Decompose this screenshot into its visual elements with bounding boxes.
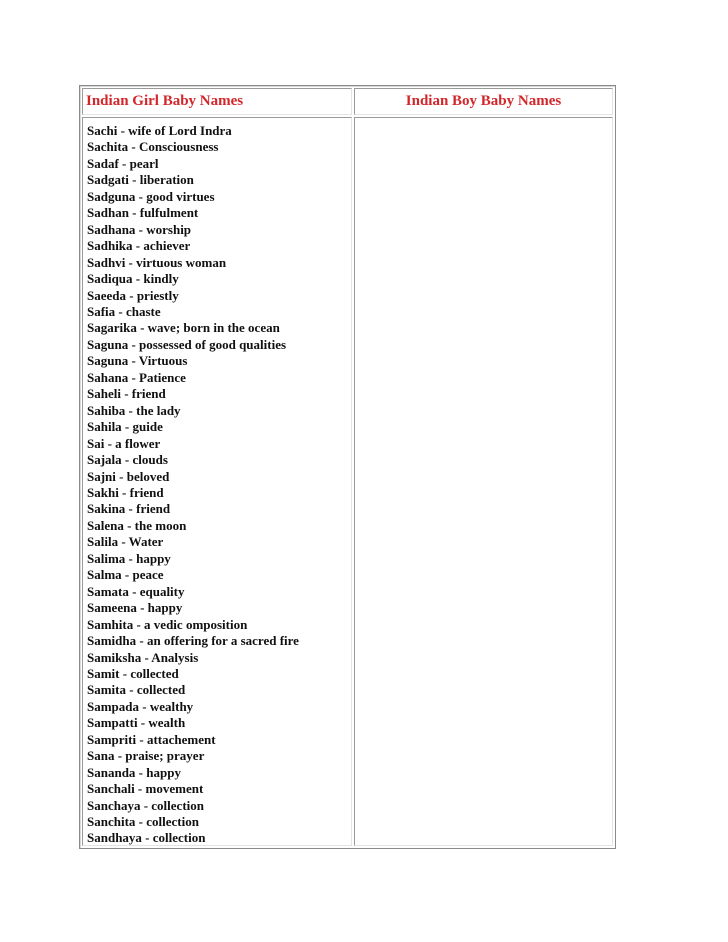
name-entry: Salma - peace — [87, 567, 164, 583]
girl-names-cell — [82, 117, 352, 846]
name-entry: Saguna - Virtuous — [87, 353, 188, 369]
name-entry: Sajni - beloved — [87, 468, 170, 484]
name-entry: Sadhana - worship — [87, 221, 192, 237]
name-entry: Sakina - friend — [87, 501, 171, 517]
name-entry: Samata - equality — [87, 583, 185, 599]
name-entry: Saeeda - priestly — [87, 287, 179, 303]
name-entry: Sana - praise; prayer — [87, 748, 205, 764]
name-entry: Samiksha - Analysis — [87, 649, 199, 665]
name-entry: Sadhvi - virtuous woman — [87, 254, 227, 270]
name-entry: Salila - Water — [87, 534, 164, 550]
boy-names-cell — [354, 117, 613, 846]
name-entry: Salima - happy — [87, 550, 171, 566]
name-entry: Sampriti - attachement — [87, 731, 216, 747]
name-entry: Sagarika - wave; born in the ocean — [87, 320, 280, 336]
name-entry: Sadhan - fulfulment — [87, 205, 199, 221]
name-entry: Sachi - wife of Lord Indra — [87, 123, 232, 138]
name-entry: Sadhika - achiever — [87, 238, 191, 254]
name-entry: Samidha - an offering for a sacred fire — [87, 633, 299, 649]
name-entry: Sakhi - friend — [87, 484, 164, 500]
name-entry: Sampada - wealthy — [87, 698, 194, 714]
name-entry: Sahana - Patience — [87, 369, 186, 385]
name-entry: Sai - a flower — [87, 435, 161, 451]
name-entry: Sadaf - pearl — [87, 155, 159, 171]
name-entry: Sadiqua - kindly — [87, 271, 179, 287]
name-entry: Saguna - possessed of good qualities — [87, 336, 287, 352]
name-entry: Safia - chaste — [87, 303, 161, 319]
boy-names-list — [355, 118, 612, 123]
name-entry: Sandhaya - collection — [87, 830, 206, 846]
name-entry: Samit - collected — [87, 665, 179, 681]
name-entry: Sadgati - liberation — [87, 172, 194, 188]
name-entry: Saheli - friend — [87, 386, 166, 402]
name-entry: Sampatti - wealth — [87, 715, 186, 731]
boy-names-header-cell — [354, 88, 613, 115]
name-entry: Sadguna - good virtues — [87, 188, 215, 204]
name-entry: Samita - collected — [87, 682, 186, 698]
name-entry: Sanchaya - collection — [87, 797, 204, 813]
name-entry: Sanchita - collection — [87, 814, 199, 830]
name-entry: Sahiba - the lady — [87, 402, 181, 418]
baby-names-table — [79, 85, 616, 849]
name-entry: Sajala - clouds — [87, 452, 168, 468]
name-entry: Sahila - guide — [87, 419, 163, 435]
name-entry: Samhita - a vedic omposition — [87, 616, 248, 632]
name-entry: Sachita - Consciousness — [87, 139, 219, 155]
name-entry: Sameena - happy — [87, 600, 183, 616]
girl-names-header-cell — [82, 88, 352, 115]
girl-names-list — [83, 118, 351, 847]
name-entry: Sanchali - movement — [87, 781, 204, 797]
name-entry: Salena - the moon — [87, 517, 187, 533]
boy-names-header: Indian Boy Baby Names — [405, 93, 562, 109]
girl-names-header: Indian Girl Baby Names — [86, 93, 244, 109]
name-entry: Sananda - happy — [87, 764, 181, 780]
